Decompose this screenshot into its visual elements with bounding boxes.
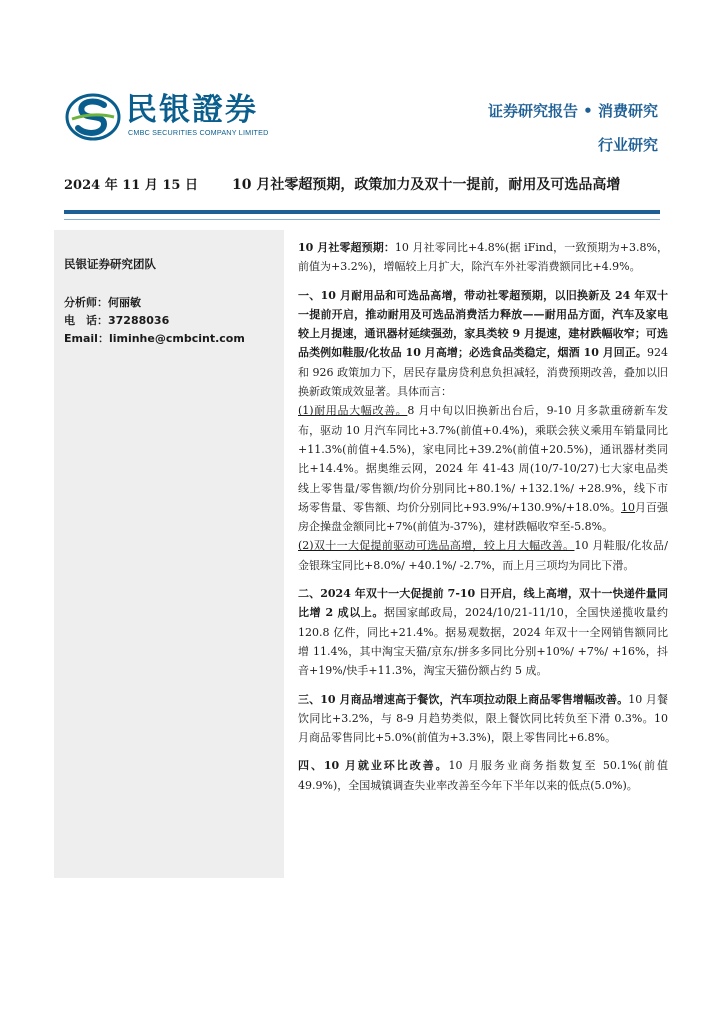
- summary-text: 10 月社零同比+4.8%(据 iFind，一致预期为+3.8%，前值为+3.2%)，增幅较上月扩大，除汽车外社零消费额同比+4.9%。: [298, 241, 668, 274]
- research-team: 民银证券研究团队: [64, 257, 156, 271]
- header-divider: [64, 210, 660, 214]
- analyst-label: 分析师：: [64, 296, 108, 309]
- report-date: 2024 年 11 月 15 日: [64, 178, 198, 193]
- email-label: Email：: [64, 332, 109, 345]
- analyst-name: 何丽敏: [108, 296, 141, 309]
- email-link[interactable]: liminhe@cmbcint.com: [108, 332, 245, 345]
- brand-name-en: CMBC SECURITIES COMPANY LIMITED: [128, 128, 269, 137]
- analyst-info: [64, 294, 245, 348]
- paragraph-section-2: [298, 584, 668, 680]
- title-bar: [64, 174, 660, 196]
- discretionary-text: 10 月鞋服/化妆品/金银珠宝同比+8.0%/ +40.1%/ -2.7%，而上月三项均为同比下滑。: [298, 539, 668, 572]
- report-header: [0, 0, 724, 170]
- paragraph-section-3: [298, 690, 668, 748]
- header-divider-thin: [64, 219, 660, 220]
- report-type: 证券研究报告 • 消费研究: [487, 102, 658, 120]
- section-1-heading: 一、10 月耐用品和可选品高增，带动社零超预期，以旧换新及 24 年双十一提前开启，推动耐用及可选品消费活力释放——耐用品方面，汽车及家电较上月提速，通讯器材延续强劲，家具类较 9 月提速，建材跌幅收窄；可选品类例如鞋服/化妆品 10 月高增；必选食品类稳定，烟酒 10 月回正。: [298, 288, 668, 360]
- section-1-text: 924 和 926 政策加力下，居民存量房贷利息负担减轻，消费预期改善，叠加以旧换新政策成效显著。具体而言：: [298, 346, 668, 399]
- durables-underline-b: 10: [620, 500, 635, 514]
- logo-mark-icon: [64, 92, 122, 142]
- section-2-heading: 二、2024 年双十一大促提前 7-10 日开启，线上高增，双十一快递件量同比增 2 成以上。: [298, 587, 668, 620]
- brand-logo: [64, 92, 294, 142]
- paragraph-section-4: [298, 756, 668, 795]
- summary-heading: 10 月社零超预期：: [298, 241, 395, 254]
- section-3-heading: 三、10 月商品增速高于餐饮，汽车项拉动限上商品零售增幅改善。: [298, 692, 629, 706]
- phone-label: 电 话：: [64, 314, 108, 327]
- section-4-text: 10 月服务业商务指数复至 50.1%(前值 49.9%)，全国城镇调查失业率改善至今年下半年以来的低点(5.0%)。: [298, 759, 669, 792]
- durables-text: 8 月中旬以旧换新出台后，9-10 月多款重磅新车发布，驱动 10 月汽车同比+3.7%(前值+0.4%)，乘联会狭义乘用车销量同比+11.3%(前值+4.5%)，家电同比+39.2%(前值+20.5%)，通讯器材类同比+14.4%。据奥维云网，2024 年 41-43 周(10/7-10/27)七大家电品类线上零售量/零售额/均价分别同比+80.1%/ +132.1%/ +28.9%，线下市场零售量、零售额、均价分别同比+93.9%/+130.9%/+18.0%。: [298, 404, 668, 514]
- paragraph-summary: [298, 238, 668, 277]
- report-subtype: 行业研究: [597, 136, 658, 154]
- section-2-text: 据国家邮政局，2024/10/21-11/10，全国快递揽收量约 120.8 亿件，同比+21.4%。据易观数据，2024 年双十一全网销售额同比增 11.4%，其中淘宝天猫/京东/拼多多同比分别+10%/ +7%/ +16%，抖音+19%/快手+11.3%，淘宝天猫份额占约 5 成。: [298, 606, 668, 678]
- sidebar: [54, 230, 284, 878]
- phone-number: 37288036: [108, 314, 170, 327]
- report-title: 10 月社零超预期，政策加力及双十一提前，耐用及可选品高增: [232, 177, 621, 193]
- discretionary-heading: (2)双十一大促提前驱动可选品高增，较上月大幅改善。: [298, 539, 575, 553]
- durables-text-b: 月百强房企操盘金额同比+7%(前值为-37%)，建材跌幅收窄至-5.8%。: [298, 500, 668, 534]
- paragraph-section-1: [298, 286, 668, 575]
- report-body: [298, 238, 668, 804]
- section-3-text: 10 月餐饮同比+3.2%，与 8-9 月趋势类似，限上餐饮同比转负至下滑 0.3%。10 月商品零售同比+5.0%(前值为+3.3%)，限上零售同比+6.8%。: [298, 692, 668, 745]
- brand-name-cn: 民银證券: [126, 92, 258, 128]
- durables-heading: (1)耐用品大幅改善。: [298, 404, 408, 418]
- section-4-heading: 四、10 月就业环比改善。: [298, 759, 449, 773]
